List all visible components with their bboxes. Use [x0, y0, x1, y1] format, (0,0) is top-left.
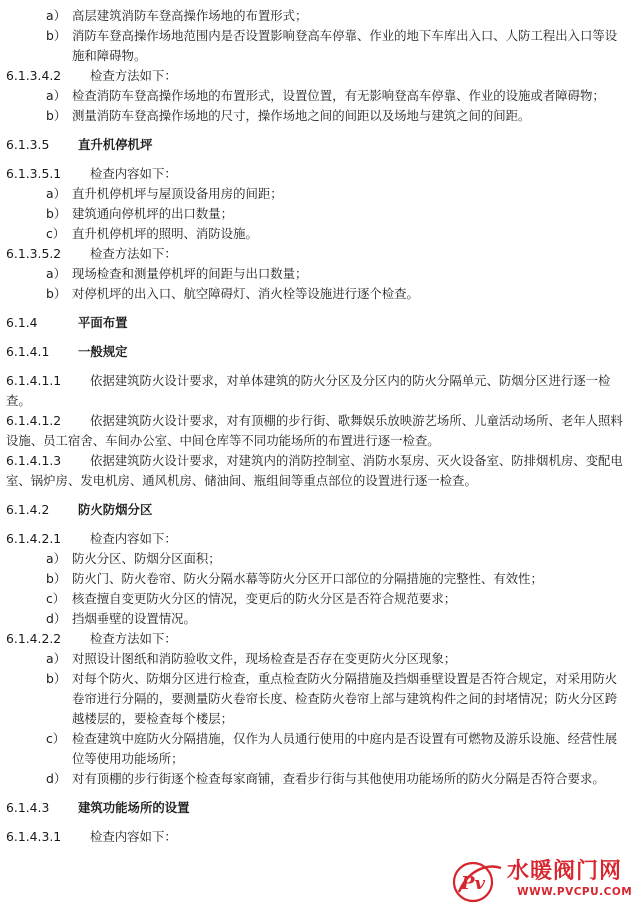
- list-marker: b）: [46, 571, 67, 586]
- list-item: [6, 589, 626, 609]
- list-item-text: 检查建筑中庭防火分隔措施，仅作为人员通行使用的中庭内是否设置有可燃物及游乐设施、经营性展位等使用功能场所；: [72, 731, 618, 766]
- clause-number: 6.1.4.3.1: [6, 829, 62, 844]
- watermark-url: WWW.PVCPU.COM: [517, 886, 633, 898]
- list-marker: a）: [46, 8, 66, 23]
- heading-text: 防火防烟分区: [78, 502, 153, 517]
- heading-text: 建筑功能场所的设置: [78, 800, 190, 815]
- list-item-text: 现场检查和测量停机坪的间距与出口数量；: [72, 266, 308, 281]
- subclause: [6, 66, 626, 86]
- clause: [6, 371, 626, 411]
- clause-number: 6.1.4.3: [6, 800, 50, 815]
- list-item-text: 消防车登高操作场地范围内是否设置影响登高车停靠、作业的地下车库出入口、人防工程出入口等设施和障碍物。: [72, 28, 618, 63]
- clause: [6, 451, 626, 491]
- list-item: [6, 669, 626, 729]
- clause-number: 6.1.4.2.2: [6, 631, 62, 646]
- section-heading: [6, 798, 626, 818]
- svg-text:Pv: Pv: [461, 873, 485, 894]
- clause-text: 依据建筑防火设计要求，对建筑内的消防控制室、消防水泵房、灭火设备室、防排烟机房、变配电室、锅炉房、发电机房、通风机房、储油间、瓶组间等重点部位的设置进行逐一检查。: [6, 453, 623, 488]
- section-heading: [6, 500, 626, 520]
- clause-number: 6.1.4.1.1: [6, 373, 62, 388]
- list-marker: c）: [46, 226, 66, 241]
- subclause: [6, 244, 626, 264]
- list-item: [6, 26, 626, 66]
- list-marker: a）: [46, 266, 66, 281]
- list-item: [6, 569, 626, 589]
- clause-number: 6.1.4.1.3: [6, 453, 62, 468]
- list-marker: b）: [46, 206, 67, 221]
- list-item: [6, 649, 626, 669]
- clause-number: 6.1.3.5: [6, 137, 50, 152]
- list-marker: d）: [46, 771, 67, 786]
- clause-text: 依据建筑防火设计要求，对单体建筑的防火分区及分区内的防火分隔单元、防烟分区进行逐一检查。: [6, 373, 611, 408]
- clause-number: 6.1.4: [6, 315, 38, 330]
- list-marker: b）: [46, 286, 67, 301]
- clause-text: 检查方法如下：: [90, 246, 177, 261]
- clause-number: 6.1.3.5.2: [6, 246, 62, 261]
- list-item: [6, 729, 626, 769]
- clause-number: 6.1.3.4.2: [6, 68, 62, 83]
- list-item-text: 防火分区、防烟分区面积；: [72, 551, 221, 566]
- list-item: [6, 284, 626, 304]
- clause-number: 6.1.4.1: [6, 344, 50, 359]
- section-heading: [6, 135, 626, 155]
- subclause: [6, 529, 626, 549]
- pv-logo-icon: [449, 858, 505, 904]
- clause-text: 依据建筑防火设计要求，对有顶棚的步行街、歌舞娱乐放映游艺场所、儿童活动场所、老年人照料设施、员工宿舍、车间办公室、中间仓库等不同功能场所的布置进行逐一检查。: [6, 413, 623, 448]
- clause-number: 6.1.4.2: [6, 502, 50, 517]
- list-marker: a）: [46, 186, 66, 201]
- list-item: [6, 6, 626, 26]
- clause-number: 6.1.4.1.2: [6, 413, 62, 428]
- list-marker: b）: [46, 671, 67, 686]
- list-item: [6, 224, 626, 244]
- list-item-text: 对照设计图纸和消防验收文件，现场检查是否存在变更防火分区现象；: [72, 651, 457, 666]
- clause-text: 检查内容如下：: [90, 531, 177, 546]
- clause-text: 检查内容如下：: [90, 829, 177, 844]
- list-item: [6, 86, 626, 106]
- list-marker: d）: [46, 611, 67, 626]
- list-item-text: 测量消防车登高操作场地的尺寸，操作场地之间的间距以及场地与建筑之间的间距。: [72, 108, 531, 123]
- list-item-text: 对有顶棚的步行街逐个检查每家商铺，查看步行街与其他使用功能场所的防火分隔是否符合要求。: [72, 771, 605, 786]
- list-item: [6, 549, 626, 569]
- list-item-text: 挡烟垂壁的设置情况。: [72, 611, 196, 626]
- document-page: [6, 6, 626, 847]
- subclause: [6, 164, 626, 184]
- list-marker: c）: [46, 591, 66, 606]
- clause: [6, 411, 626, 451]
- list-item-text: 对停机坪的出入口、航空障碍灯、消火栓等设施进行逐个检查。: [72, 286, 419, 301]
- list-item-text: 直升机停机坪与屋顶设备用房的间距；: [72, 186, 283, 201]
- clause-text: 检查方法如下：: [90, 631, 177, 646]
- list-marker: b）: [46, 28, 67, 43]
- heading-text: 直升机停机坪: [78, 137, 153, 152]
- watermark-name: 水暖阀门网: [507, 859, 623, 884]
- site-watermark: [449, 858, 633, 904]
- clause-number: 6.1.4.2.1: [6, 531, 62, 546]
- heading-text: 平面布置: [78, 315, 128, 330]
- clause-text: 检查方法如下：: [90, 68, 177, 83]
- list-marker: b）: [46, 108, 67, 123]
- list-marker: a）: [46, 551, 66, 566]
- subclause: [6, 827, 626, 847]
- list-item-text: 建筑通向停机坪的出口数量；: [72, 206, 234, 221]
- list-item: [6, 609, 626, 629]
- list-item-text: 直升机停机坪的照明、消防设施。: [72, 226, 258, 241]
- list-item-text: 核查擅自变更防火分区的情况，变更后的防火分区是否符合规范要求；: [72, 591, 457, 606]
- list-item-text: 对每个防火、防烟分区进行检查，重点检查防火分隔措施及挡烟垂壁设置是否符合规定，对采用防火卷帘进行分隔的，要测量防火卷帘长度、检查防火卷帘上部与建筑构件之间的封堵情况；防火分区跨越楼层的，要检查每个楼层；: [72, 671, 618, 726]
- section-heading: [6, 313, 626, 333]
- list-item: [6, 204, 626, 224]
- list-item: [6, 769, 626, 789]
- list-item: [6, 184, 626, 204]
- list-marker: a）: [46, 651, 66, 666]
- list-item-text: 防火门、防火卷帘、防火分隔水幕等防火分区开口部位的分隔措施的完整性、有效性；: [72, 571, 543, 586]
- list-marker: a）: [46, 88, 66, 103]
- list-item: [6, 106, 626, 126]
- clause-text: 检查内容如下：: [90, 166, 177, 181]
- list-item-text: 检查消防车登高操作场地的布置形式，设置位置，有无影响登高车停靠、作业的设施或者障碍物；: [72, 88, 605, 103]
- section-heading: [6, 342, 626, 362]
- list-item-text: 高层建筑消防车登高操作场地的布置形式；: [72, 8, 308, 23]
- heading-text: 一般规定: [78, 344, 128, 359]
- clause-number: 6.1.3.5.1: [6, 166, 62, 181]
- list-marker: c）: [46, 731, 66, 746]
- subclause: [6, 629, 626, 649]
- list-item: [6, 264, 626, 284]
